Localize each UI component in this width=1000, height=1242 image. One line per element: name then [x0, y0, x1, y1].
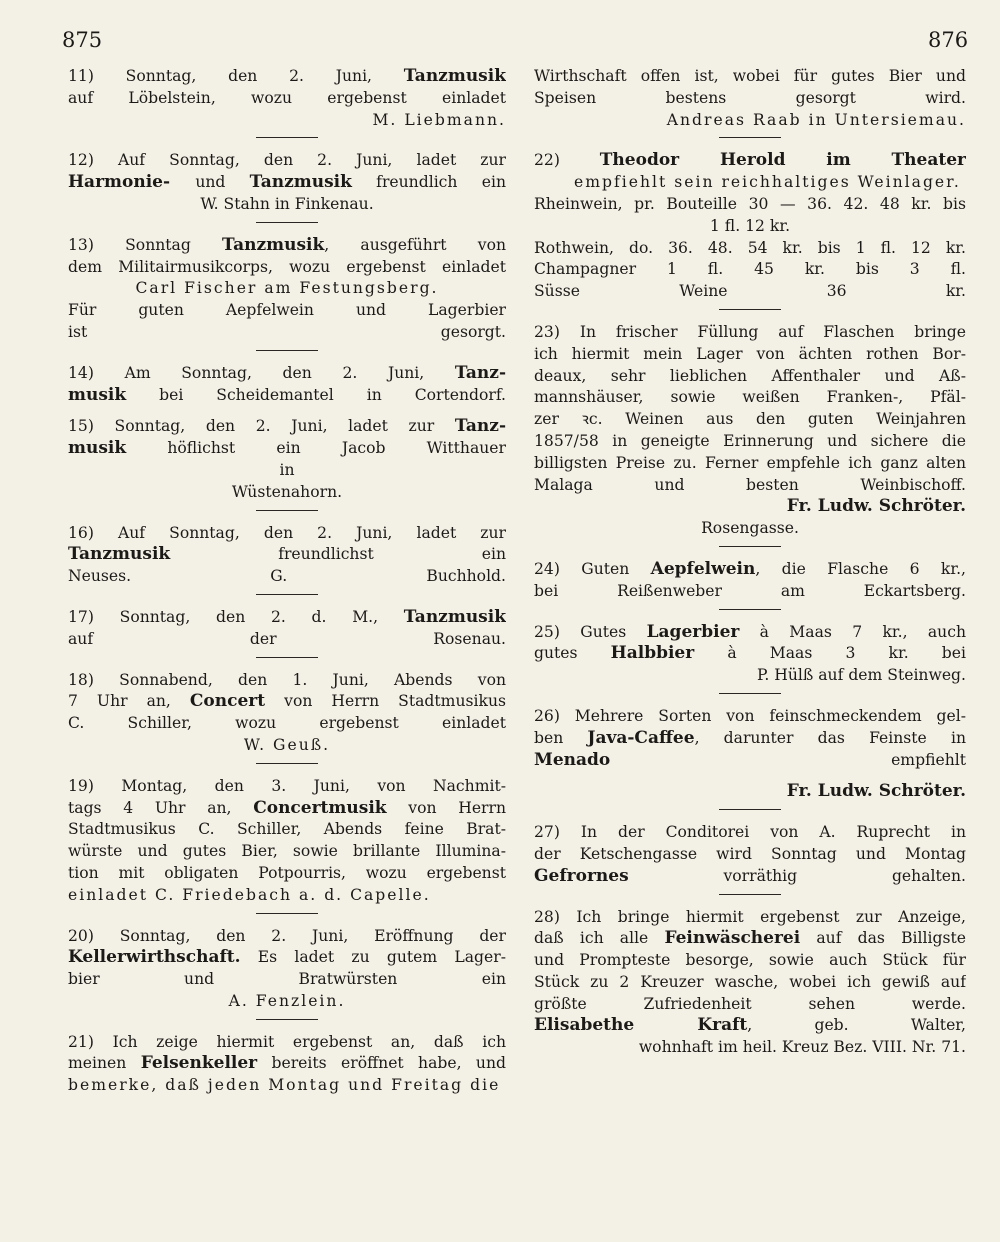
text-line	[68, 819, 506, 841]
text-segment: à Maas 7 kr., auch	[739, 622, 966, 641]
text-line	[534, 453, 966, 475]
emphasized-text: Tanzmusik	[249, 172, 352, 193]
emphasized-text: Theodor Herold im Theater	[599, 150, 966, 171]
text-line	[534, 950, 966, 972]
text-segment: auf Löbelstein, wozu ergebenst einladet	[68, 88, 506, 107]
text-line	[534, 907, 966, 929]
text-segment: 22)	[534, 151, 600, 170]
separator-rule	[256, 763, 318, 764]
text-segment: zer ꝛc. Weinen aus den guten Weinjahren	[534, 410, 966, 429]
text-segment: wohnhaft im heil. Kreuz Bez. VIII. Nr. 71.	[638, 1038, 966, 1057]
text-segment: 14) Am Sonntag, den 2. Juni,	[68, 363, 455, 382]
separator-rule	[256, 350, 318, 351]
text-line	[68, 841, 506, 863]
text-segment: 23) In frischer Füllung auf Flaschen bringe	[534, 322, 966, 341]
text-line	[68, 885, 506, 907]
text-segment: A. Fenzlein.	[228, 991, 346, 1010]
text-segment: und	[195, 173, 250, 192]
text-line	[534, 366, 966, 388]
text-segment: , ausgeführt von	[324, 235, 506, 254]
text-segment: und Prompteste besorge, sowie auch Stück für	[534, 951, 966, 970]
text-line	[68, 385, 506, 407]
separator-rule	[719, 809, 781, 810]
emphasized-text: Harmonie-	[68, 172, 196, 193]
text-segment: vorräthig gehalten.	[628, 866, 966, 885]
emphasized-text: musik	[68, 438, 127, 459]
text-segment: auf das Billigste	[800, 929, 966, 948]
text-line	[534, 972, 966, 994]
text-segment: bei Scheidemantel in Cortendorf.	[126, 385, 506, 404]
text-segment: Rheinwein, pr. Bouteille 30 — 36. 42. 48 kr. bis	[534, 194, 966, 213]
text-line	[534, 994, 966, 1016]
text-segment: Andreas Raab in Untersiemau.	[666, 110, 966, 129]
text-line	[534, 259, 966, 281]
text-segment: bei Reißenweber am Eckartsberg.	[534, 581, 966, 600]
text-segment: Rosengasse.	[701, 519, 799, 538]
text-line	[68, 991, 506, 1013]
text-segment: ben	[534, 728, 588, 747]
text-segment: , darunter das Feinste in	[694, 728, 966, 747]
emphasized-text: Elisabethe Kraft	[534, 1015, 748, 1036]
emphasized-text: Aepfelwein	[650, 558, 756, 579]
separator-rule	[256, 913, 318, 914]
separator-rule	[256, 137, 318, 138]
text-segment: Stück zu 2 Kreuzer wasche, wobei ich gewiß auf	[534, 972, 966, 991]
text-line	[68, 544, 506, 566]
text-line	[534, 581, 966, 603]
text-segment: 7 Uhr an,	[68, 692, 190, 711]
text-line	[534, 728, 966, 750]
text-segment: von Herrn	[386, 798, 506, 817]
text-segment: W. Stahn in Finkenau.	[200, 194, 374, 213]
text-line	[534, 281, 966, 303]
right-column	[534, 66, 966, 1059]
text-line	[68, 460, 506, 482]
text-line	[68, 735, 506, 757]
text-segment: ich hiermit mein Lager von ächten rothen Bor-	[534, 344, 966, 363]
spacer	[68, 406, 506, 416]
text-line	[534, 622, 966, 644]
text-line	[68, 776, 506, 798]
text-line	[68, 629, 506, 651]
emphasized-text: Tanz-	[454, 362, 506, 383]
text-segment: 12) Auf Sonntag, den 2. Juni, ladet zur	[68, 151, 506, 170]
text-line	[534, 1037, 966, 1059]
text-segment: dem Militairmusikcorps, wozu ergebenst einladet	[68, 257, 506, 276]
text-line	[68, 172, 506, 194]
text-line	[534, 496, 966, 518]
emphasized-text: Lagerbier	[646, 621, 740, 642]
text-line	[68, 416, 506, 438]
emphasized-text: Felsenkeller	[140, 1053, 258, 1074]
text-line	[534, 475, 966, 497]
text-segment: 18) Sonnabend, den 1. Juni, Abends von	[68, 670, 506, 689]
text-line	[534, 866, 966, 888]
text-line	[68, 438, 506, 460]
text-line	[534, 216, 966, 238]
emphasized-text: Tanz-	[454, 416, 506, 437]
text-segment: 11) Sonntag, den 2. Juni,	[68, 67, 404, 85]
text-line	[534, 88, 966, 110]
text-line	[68, 607, 506, 629]
emphasized-text: Kellerwirthschaft.	[68, 947, 241, 968]
text-segment: Fr. Ludw. Schröter.	[786, 781, 966, 802]
emphasized-text: Menado	[534, 749, 611, 770]
text-line	[534, 844, 966, 866]
text-segment: Stadtmusikus C. Schiller, Abends feine Brat-	[68, 820, 506, 839]
text-line	[68, 88, 506, 110]
emphasized-text: Tanzmusik	[403, 606, 506, 627]
text-line	[534, 322, 966, 344]
separator-rule	[719, 894, 781, 895]
emphasized-text: musik	[68, 384, 127, 405]
emphasized-text: Tanzmusik	[403, 66, 506, 86]
emphasized-text: Feinwäscherei	[664, 928, 801, 949]
text-segment: 16) Auf Sonntag, den 2. Juni, ladet zur	[68, 523, 506, 542]
emphasized-text: Gefrornes	[534, 865, 629, 886]
text-line	[68, 1032, 506, 1054]
text-line	[534, 822, 966, 844]
text-segment: empfiehlt	[610, 750, 966, 769]
text-line	[534, 750, 966, 772]
text-segment: 15) Sonntag, den 2. Juni, ladet zur	[68, 417, 455, 436]
text-line	[534, 409, 966, 431]
text-line	[68, 566, 506, 588]
text-line	[68, 863, 506, 885]
separator-rule	[256, 657, 318, 658]
text-segment: bereits eröffnet habe, und	[257, 1054, 506, 1073]
text-segment: billigsten Preise zu. Ferner empfehle ich ganz alten	[534, 453, 966, 472]
text-segment: von Herrn Stadtmusikus	[265, 692, 506, 711]
text-segment: bemerke, daß jeden Montag und Freitag die	[68, 1076, 501, 1095]
text-segment: der Ketschengasse wird Sonntag und Montag	[534, 844, 966, 863]
text-segment: gutes	[534, 644, 611, 663]
text-line	[68, 670, 506, 692]
text-segment: Neuses. G. Buchhold.	[68, 567, 506, 586]
text-segment: deaux, sehr lieblichen Affenthaler und Aß-	[534, 366, 966, 385]
text-segment: Speisen bestens gesorgt wird.	[534, 88, 966, 107]
text-segment: Rothwein, do. 36. 48. 54 kr. bis 1 fl. 12 kr.	[534, 238, 966, 257]
text-line	[534, 387, 966, 409]
text-segment: größte Zufriedenheit sehen werde.	[534, 994, 966, 1013]
text-segment: 1 fl. 12 kr.	[709, 216, 791, 235]
separator-rule	[719, 137, 781, 138]
text-line	[68, 194, 506, 216]
text-line	[68, 257, 506, 279]
text-segment: 24) Guten	[534, 559, 651, 578]
text-line	[68, 110, 506, 132]
text-line	[534, 344, 966, 366]
page-number-left: 875	[62, 28, 103, 52]
emphasized-text: Concert	[189, 691, 266, 712]
text-segment: freundlichst ein	[170, 545, 506, 564]
text-line	[534, 431, 966, 453]
separator-rule	[256, 1019, 318, 1020]
text-segment: C. Schiller, wozu ergebenst einladet	[68, 714, 506, 733]
text-segment: 17) Sonntag, den 2. d. M.,	[68, 607, 404, 626]
text-line	[68, 691, 506, 713]
text-line	[68, 1075, 506, 1097]
text-line	[534, 1015, 966, 1037]
text-line	[534, 194, 966, 216]
separator-rule	[719, 546, 781, 547]
text-line	[534, 706, 966, 728]
text-line	[68, 363, 506, 385]
text-line	[68, 150, 506, 172]
text-segment: mannshäuser, sowie weißen Franken-, Pfäl-	[534, 388, 966, 407]
text-segment: empfiehlt sein reichhaltiges Weinlager.	[574, 173, 961, 192]
separator-rule	[719, 309, 781, 310]
text-segment: 27) In der Conditorei von A. Ruprecht in	[534, 823, 966, 842]
text-line	[68, 300, 506, 322]
text-segment: daß ich alle	[534, 929, 665, 948]
text-segment: 25) Gutes	[534, 622, 647, 641]
text-line	[534, 172, 966, 194]
text-line	[534, 238, 966, 260]
text-segment: in	[279, 460, 295, 479]
page-number-right: 876	[928, 28, 969, 52]
emphasized-text: Tanzmusik	[222, 234, 325, 255]
text-line	[534, 643, 966, 665]
text-segment: Wirthschaft offen ist, wobei für gutes Bier und	[534, 67, 966, 85]
text-segment: , geb. Walter,	[747, 1016, 966, 1035]
emphasized-text: Halbbier	[610, 643, 695, 664]
text-segment: Süsse Weine 36 kr.	[534, 282, 966, 301]
text-line	[534, 928, 966, 950]
text-line	[68, 66, 506, 88]
emphasized-text: Java-Caffee	[587, 727, 695, 748]
separator-rule	[256, 510, 318, 511]
left-column	[68, 66, 506, 1097]
text-segment: 19) Montag, den 3. Juni, von Nachmit-	[68, 776, 506, 795]
text-line	[534, 665, 966, 687]
emphasized-text: Tanzmusik	[68, 544, 171, 565]
text-line	[68, 278, 506, 300]
text-segment: Wüstenahorn.	[231, 482, 343, 501]
text-segment: Fr. Ludw. Schröter.	[786, 496, 966, 517]
text-segment: würste und gutes Bier, sowie brillante Illumina-	[68, 842, 506, 861]
text-line	[534, 559, 966, 581]
text-segment: 1857/58 in geneigte Erinnerung und sichere die	[534, 431, 966, 450]
text-line	[68, 1053, 506, 1075]
text-segment: 13) Sonntag	[68, 235, 223, 254]
spacer	[534, 771, 966, 781]
separator-rule	[256, 222, 318, 223]
text-line	[68, 713, 506, 735]
text-line	[68, 798, 506, 820]
text-segment: , die Flasche 6 kr.,	[755, 559, 966, 578]
text-segment: auf der Rosenau.	[68, 629, 506, 648]
text-line	[534, 518, 966, 540]
text-segment: M. Liebmann.	[372, 110, 506, 129]
text-segment: tags 4 Uhr an,	[68, 798, 254, 817]
text-line	[534, 66, 966, 88]
text-line	[68, 482, 506, 504]
text-segment: tion mit obligaten Potpourris, wozu ergebenst	[68, 863, 506, 882]
text-segment: höflichst ein Jacob Witthauer	[126, 439, 506, 458]
text-line	[534, 110, 966, 132]
text-segment: Malaga und besten Weinbischoff.	[534, 475, 966, 494]
text-segment: 26) Mehrere Sorten von feinschmeckendem gel-	[534, 706, 966, 725]
separator-rule	[256, 594, 318, 595]
text-segment: P. Hülß auf dem Steinweg.	[757, 666, 966, 685]
text-segment: freundlich ein	[351, 173, 506, 192]
text-line	[68, 969, 506, 991]
text-segment: W. Geuß.	[243, 735, 331, 754]
text-segment: Es ladet zu gutem Lager-	[240, 948, 506, 967]
text-segment: 28) Ich bringe hiermit ergebenst zur Anzeige,	[534, 907, 966, 926]
text-segment: einladet C. Friedebach a. d. Capelle.	[68, 885, 431, 904]
separator-rule	[719, 609, 781, 610]
text-line	[534, 781, 966, 803]
emphasized-text: Concertmusik	[253, 797, 387, 818]
text-line	[68, 926, 506, 948]
text-segment: Champagner 1 fl. 45 kr. bis 3 fl.	[534, 260, 966, 279]
text-line	[68, 523, 506, 545]
text-segment: ist gesorgt.	[68, 322, 506, 341]
text-segment: Für guten Aepfelwein und Lagerbier	[68, 301, 506, 320]
text-line	[68, 947, 506, 969]
text-segment: bier und Bratwürsten ein	[68, 970, 506, 989]
separator-rule	[719, 693, 781, 694]
text-segment: meinen	[68, 1054, 141, 1073]
text-line	[68, 235, 506, 257]
text-segment: Carl Fischer am Festungsberg.	[135, 279, 439, 298]
text-line	[534, 150, 966, 172]
text-segment: à Maas 3 kr. bei	[694, 644, 966, 663]
text-line	[68, 322, 506, 344]
text-segment: 21) Ich zeige hiermit ergebenst an, daß ich	[68, 1032, 506, 1051]
text-segment: 20) Sonntag, den 2. Juni, Eröffnung der	[68, 926, 506, 945]
